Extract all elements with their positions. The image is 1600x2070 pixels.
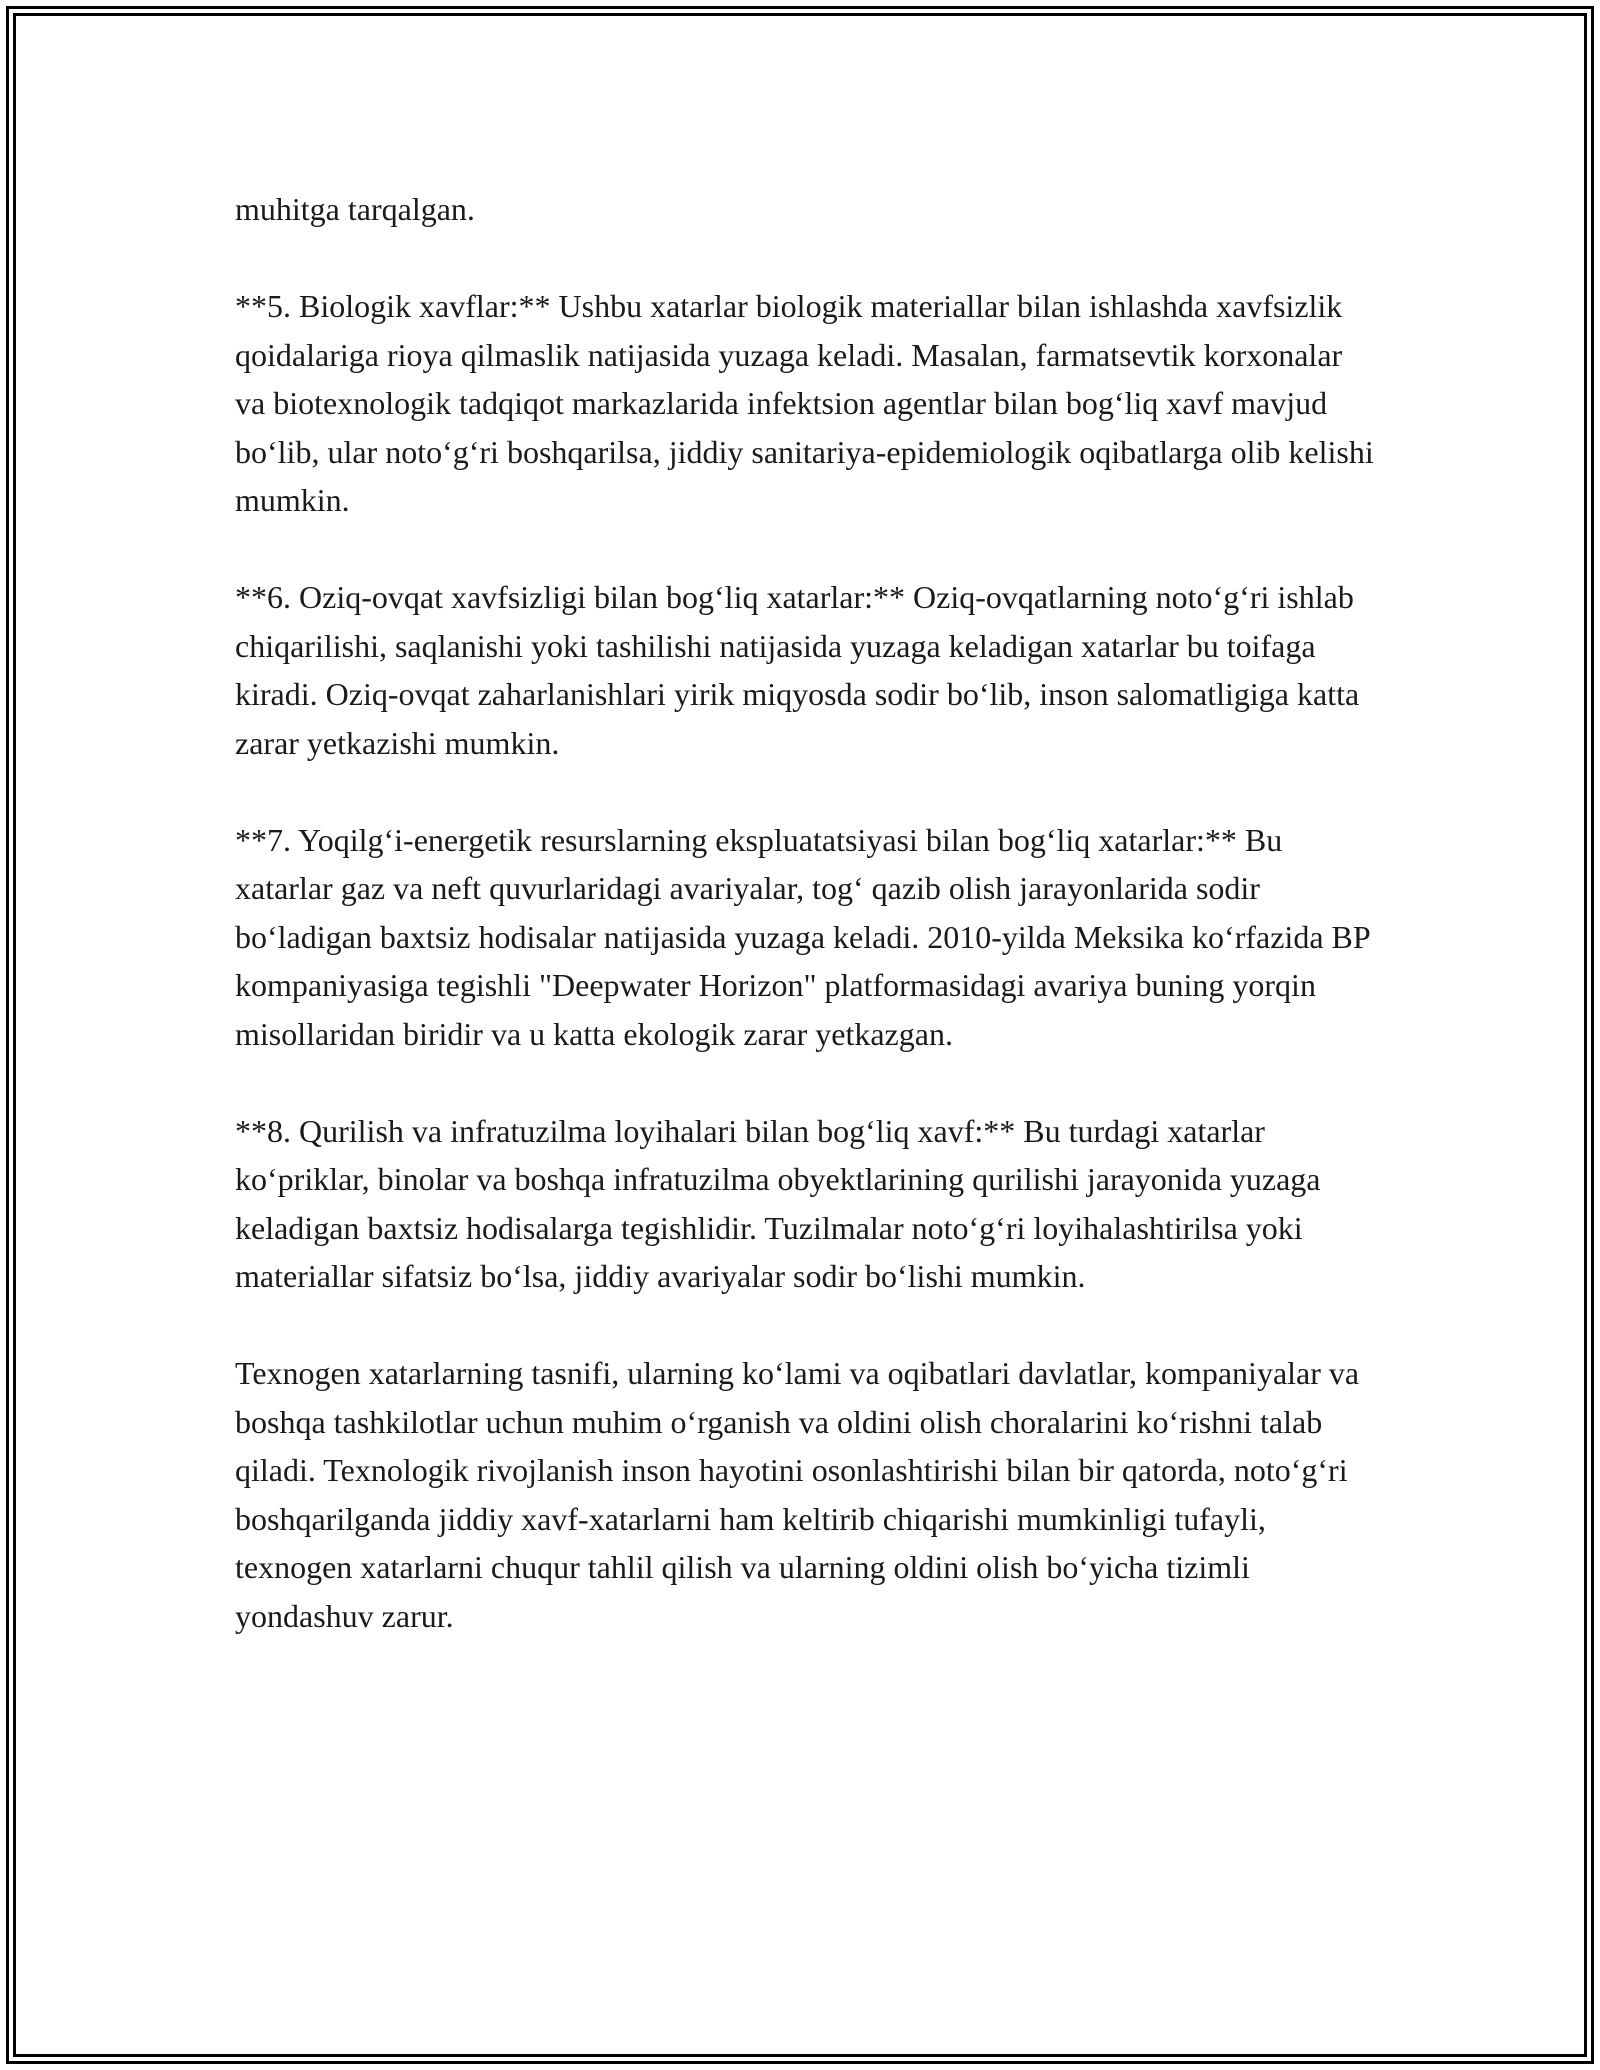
paragraph-biological-hazards: **5. Biologik xavflar:** Ushbu xatarlar biologik materiallar bilan ishlashda xavfsizlik qoidalariga rioya qilmaslik natijasida yuzaga keladi. Masalan, farmatsevtik korxonalar va biotexnologik tadqiqot markazlarida infektsion agentlar bilan bog‘liq xavf mavjud bo‘lib, ular noto‘g‘ri boshqarilsa, jiddiy sanitariya-epidemiologik oqibatlarga olib kelishi mumkin.	[235, 288, 1374, 518]
paragraph-food-safety-risks: **6. Oziq-ovqat xavfsizligi bilan bog‘liq xatarlar:** Oziq-ovqatlarning noto‘g‘ri ishlab chiqarilishi, saqlanishi yoki tashilishi natijasida yuzaga keladigan xatarlar bu toifaga kiradi. Oziq-ovqat zaharlanishlari yirik miqyosda sodir bo‘lib, inson salomatligiga katta zarar yetkazishi mumkin.	[235, 579, 1360, 761]
paragraph-fuel-energy-risks: **7. Yoqilg‘i-energetik resurslarning ekspluatatsiyasi bilan bog‘liq xatarlar:** Bu xatarlar gaz va neft quvurlaridagi avariyalar, tog‘ qazib olish jarayonlarida sodir bo‘ladigan baxtsiz hodisalar natijasida yuzaga keladi. 2010-yilda Meksika ko‘rfazida BP kompaniyasiga tegishli "Deepwater Horizon" platformasidagi avariya buning yorqin misollaridan biridir va u katta ekologik zarar yetkazgan.	[235, 821, 1370, 1052]
document-body	[235, 185, 1375, 1689]
paragraph-conclusion: Texnogen xatarlarning tasnifi, ularning ko‘lami va oqibatlari davlatlar, kompaniyalar va boshqa tashkilotlar uchun muhim o‘rganish va oldini olish choralarini ko‘rishni talab qiladi. Texnologik rivojlanish inson hayotini osonlashtirishi bilan bir qatorda, noto‘g‘ri boshqarilganda jiddiy xavf-xatarlarni ham keltirib chiqarishi mumkinligi tufayli, texnogen xatarlarni chuqur tahlil qilish va ularning oldini olish bo‘yicha tizimli yondashuv zarur.	[235, 1355, 1360, 1634]
paragraph-construction-risks: **8. Qurilish va infratuzilma loyihalari bilan bog‘liq xavf:** Bu turdagi xatarlar ko‘priklar, binolar va boshqa infratuzilma obyektlarining qurilishi jarayonida yuzaga keladigan baxtsiz hodisalarga tegishlidir. Tuzilmalar noto‘g‘ri loyihalashtirilsa yoki materiallar sifatsiz bo‘lsa, jiddiy avariyalar sodir bo‘lishi mumkin.	[235, 1112, 1321, 1294]
paragraph-continuation: muhitga tarqalgan.	[235, 191, 475, 227]
